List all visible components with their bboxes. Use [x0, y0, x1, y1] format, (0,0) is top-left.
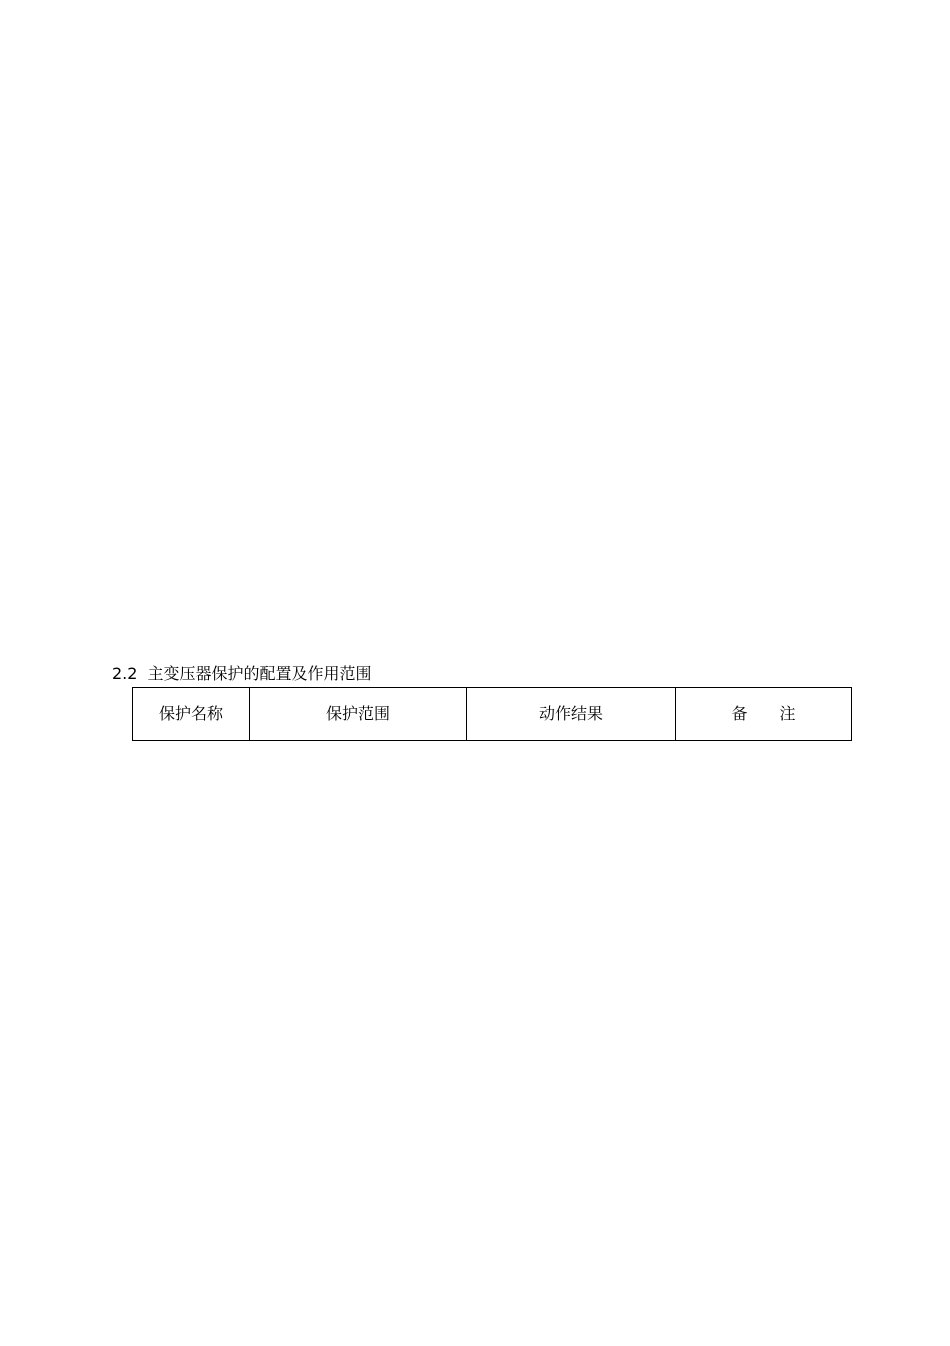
section-number: 2.2	[112, 664, 138, 683]
header-remarks: 备 注	[676, 688, 852, 741]
transformer-protection-table	[132, 687, 852, 741]
table-header-row	[133, 688, 852, 741]
header-action-result: 动作结果	[467, 688, 676, 741]
header-protection-name: 保护名称	[133, 688, 250, 741]
section-heading	[112, 662, 371, 686]
section-title: 主变压器保护的配置及作用范围	[147, 664, 372, 683]
header-protection-scope: 保护范围	[250, 688, 467, 741]
